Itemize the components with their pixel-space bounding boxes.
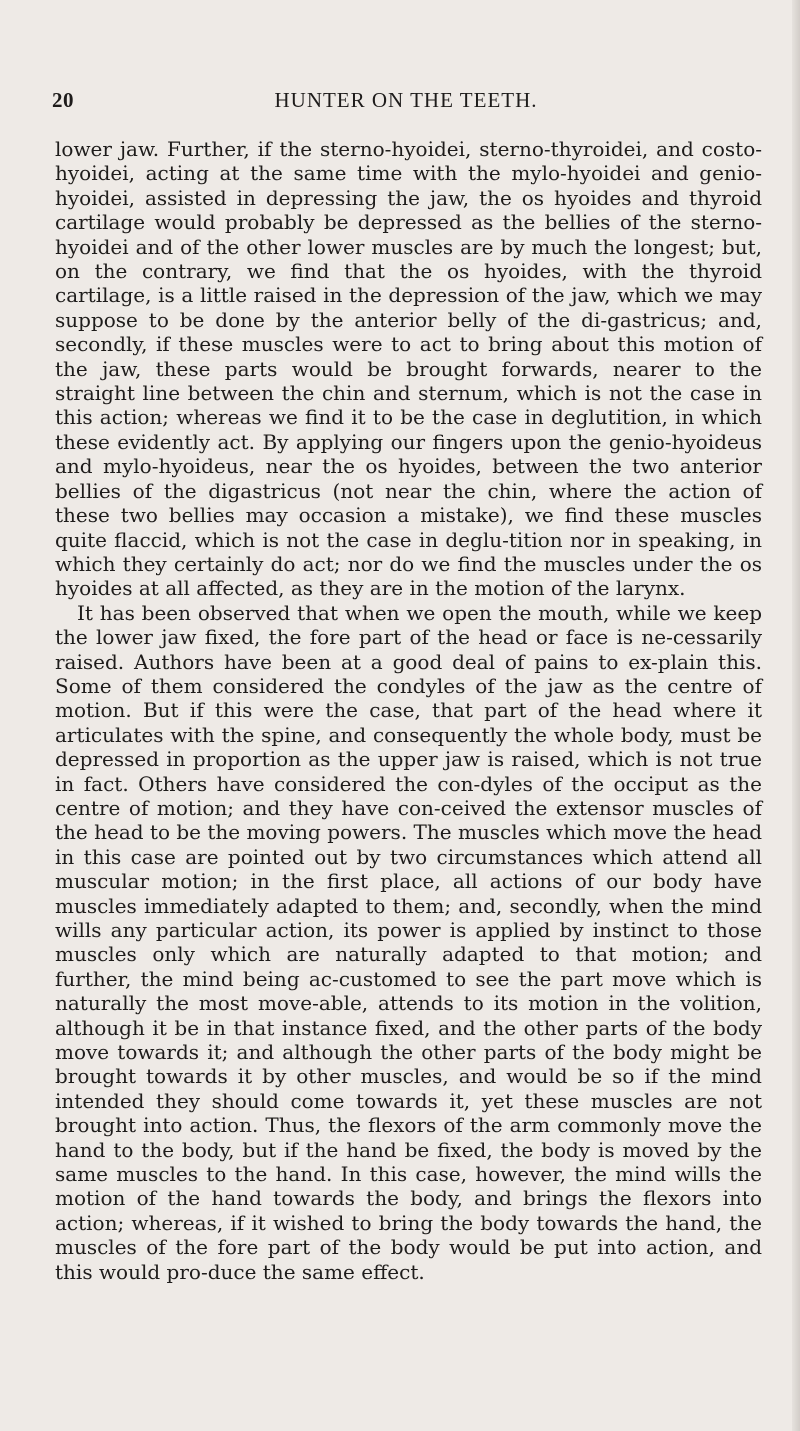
- page-number: 20: [52, 88, 74, 112]
- running-title: HUNTER ON THE TEETH.: [274, 88, 538, 112]
- paragraph: It has been observed that when we open the mouth, while we keep the lower jaw fixed, the fore part of the head or face is ne-cessarily raised. Authors have been at a good deal of pains to ex-plain this. Some of them considered the condyles of the jaw as the centre of motion. But if this were the case, that part of the head where it articulates with the spine, and consequently the whole body, must be depressed in proportion as the upper jaw is raised, which is not true in fact. Others have considered the con-dyles of the occiput as the centre of motion; and they have con-ceived the extensor muscles of the head to be the moving powers. The muscles which move the head in this case are pointed out by two circumstances which attend all muscular motion; in the first place, all actions of our body have muscles immediately adapted to them; and, secondly, when the mind wills any particular action, its power is applied by instinct to those muscles only which are naturally adapted to that motion; and further, the mind being ac-customed to see the part move which is naturally the most move-able, attends to its motion in the volition, although it be in that instance fixed, and the other parts of the body move towards it; and although the other parts of the body might be brought towards it by other muscles, and would be so if the mind intended they should come towards it, yet these muscles are not brought into action. Thus, the flexors of the arm commonly move the hand to the body, but if the hand be fixed, the body is moved by the same muscles to the hand. In this case, however, the mind wills the motion of the hand towards the body, and brings the flexors into action; whereas, if it wished to bring the body towards the hand, the muscles of the fore part of the body would be put into action, and this would pro-duce the same effect.: [55, 600, 763, 1284]
- paragraph: lower jaw. Further, if the sterno-hyoidei, sterno-thyroidei, and costo-hyoidei, acting at the same time with the mylo-hyoidei and genio-hyoidei, assisted in depressing the jaw, the os hyoides and thyroid cartilage would probably be depressed as the bellies of the sterno-hyoidei and of the other lower muscles are by much the longest; but, on the contrary, we find that the os hyoides, with the thyroid cartilage, is a little raised in the depression of the jaw, which we may suppose to be done by the anterior belly of the di-gastricus; and, secondly, if these muscles were to act to bring about this motion of the jaw, these parts would be brought forwards, nearer to the straight line between the chin and sternum, which is not the case in this action; whereas we find it to be the case in deglutition, in which these evidently act. By applying our fingers upon the genio-hyoideus and mylo-hyoideus, near the os hyoides, between the two anterior bellies of the digastricus (not near the chin, where the action of these two bellies may occasion a mistake), we find these muscles quite flaccid, which is not the case in deglu-tition nor in speaking, in which they certainly do act; nor do we find the muscles under the os hyoides at all affected, as they are in the motion of the larynx.: [55, 137, 762, 601]
- running-head: [52, 88, 760, 118]
- body-text: [55, 137, 762, 1284]
- page-edge: [792, 0, 800, 1431]
